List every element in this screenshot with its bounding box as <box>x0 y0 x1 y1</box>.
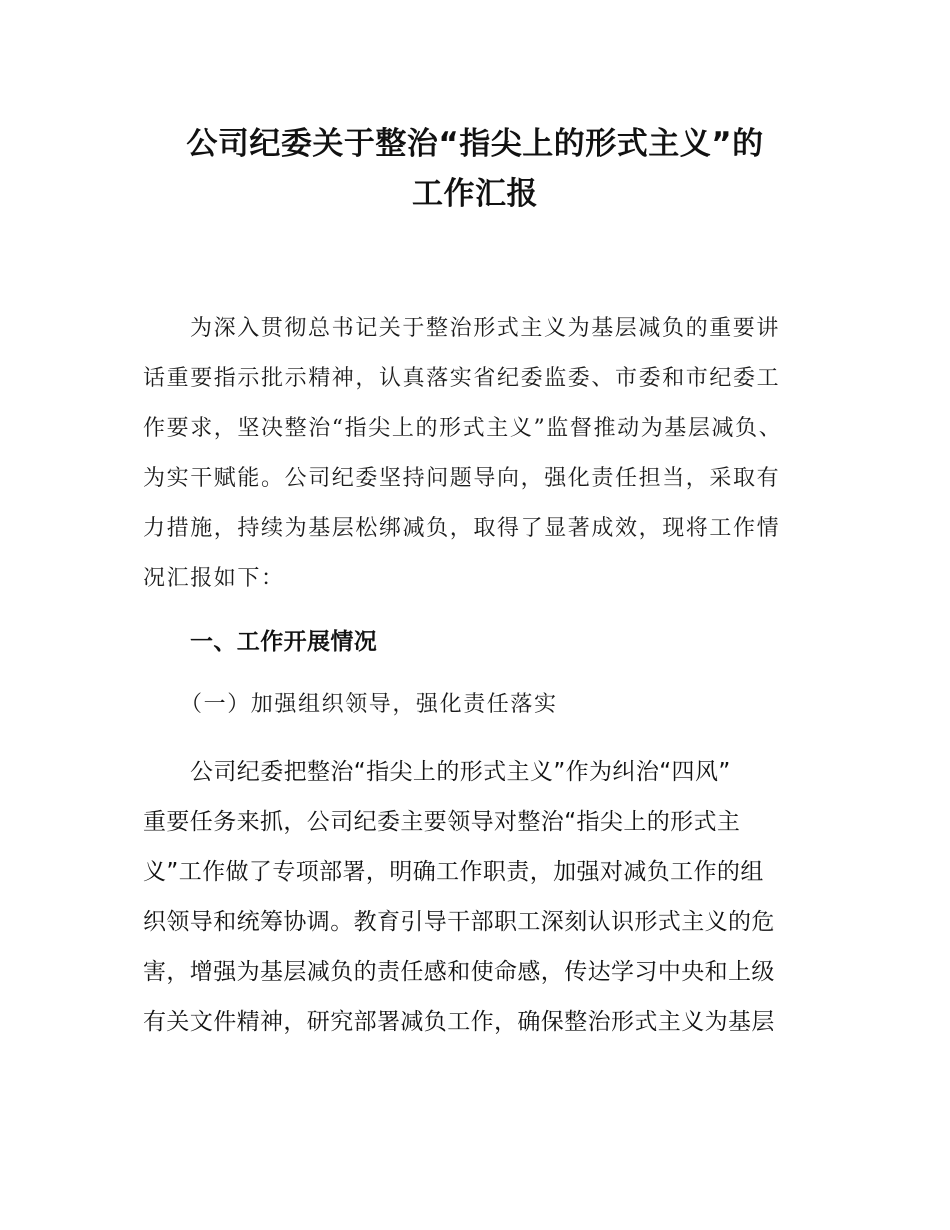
body-paragraph-line: 有关文件精神，研究部署减负工作，确保整治形式主义为基层 <box>143 1009 775 1035</box>
section-heading: 一、工作开展情况 <box>190 629 378 655</box>
body-paragraph-line: 义”工作做了专项部署，明确工作职责，加强对减负工作的组 <box>143 859 764 885</box>
intro-paragraph-line: 况汇报如下： <box>143 566 285 591</box>
intro-paragraph-line: 话重要指示批示精神，认真落实省纪委监委、市委和市纪委工 <box>143 366 781 391</box>
body-paragraph-line: 公司纪委把整治“指尖上的形式主义”作为纠治“四风” <box>190 759 731 785</box>
body-paragraph-line: 重要任务来抓，公司纪委主要领导对整治“指尖上的形式主 <box>143 809 741 835</box>
body-paragraph-line: 织领导和统筹协调。教育引导干部职工深刻认识形式主义的危 <box>143 909 775 935</box>
intro-paragraph-line: 为实干赋能。公司纪委坚持问题导向，强化责任担当，采取有 <box>143 466 781 491</box>
document-title-line-1: 公司纪委关于整治“指尖上的形式主义”的 <box>186 126 764 162</box>
subsection-heading: （一）加强组织领导，强化责任落实 <box>180 692 558 717</box>
body-paragraph-line: 害，增强为基层减负的责任感和使命感，传达学习中央和上级 <box>143 959 775 985</box>
document-title-line-2: 工作汇报 <box>412 176 538 212</box>
intro-paragraph-line: 作要求，坚决整治“指尖上的形式主义”监督推动为基层减负、 <box>143 416 783 441</box>
intro-paragraph-line: 为深入贯彻总书记关于整治形式主义为基层减负的重要讲 <box>190 316 781 341</box>
intro-paragraph-line: 力措施，持续为基层松绑减负，取得了显著成效，现将工作情 <box>143 516 781 541</box>
